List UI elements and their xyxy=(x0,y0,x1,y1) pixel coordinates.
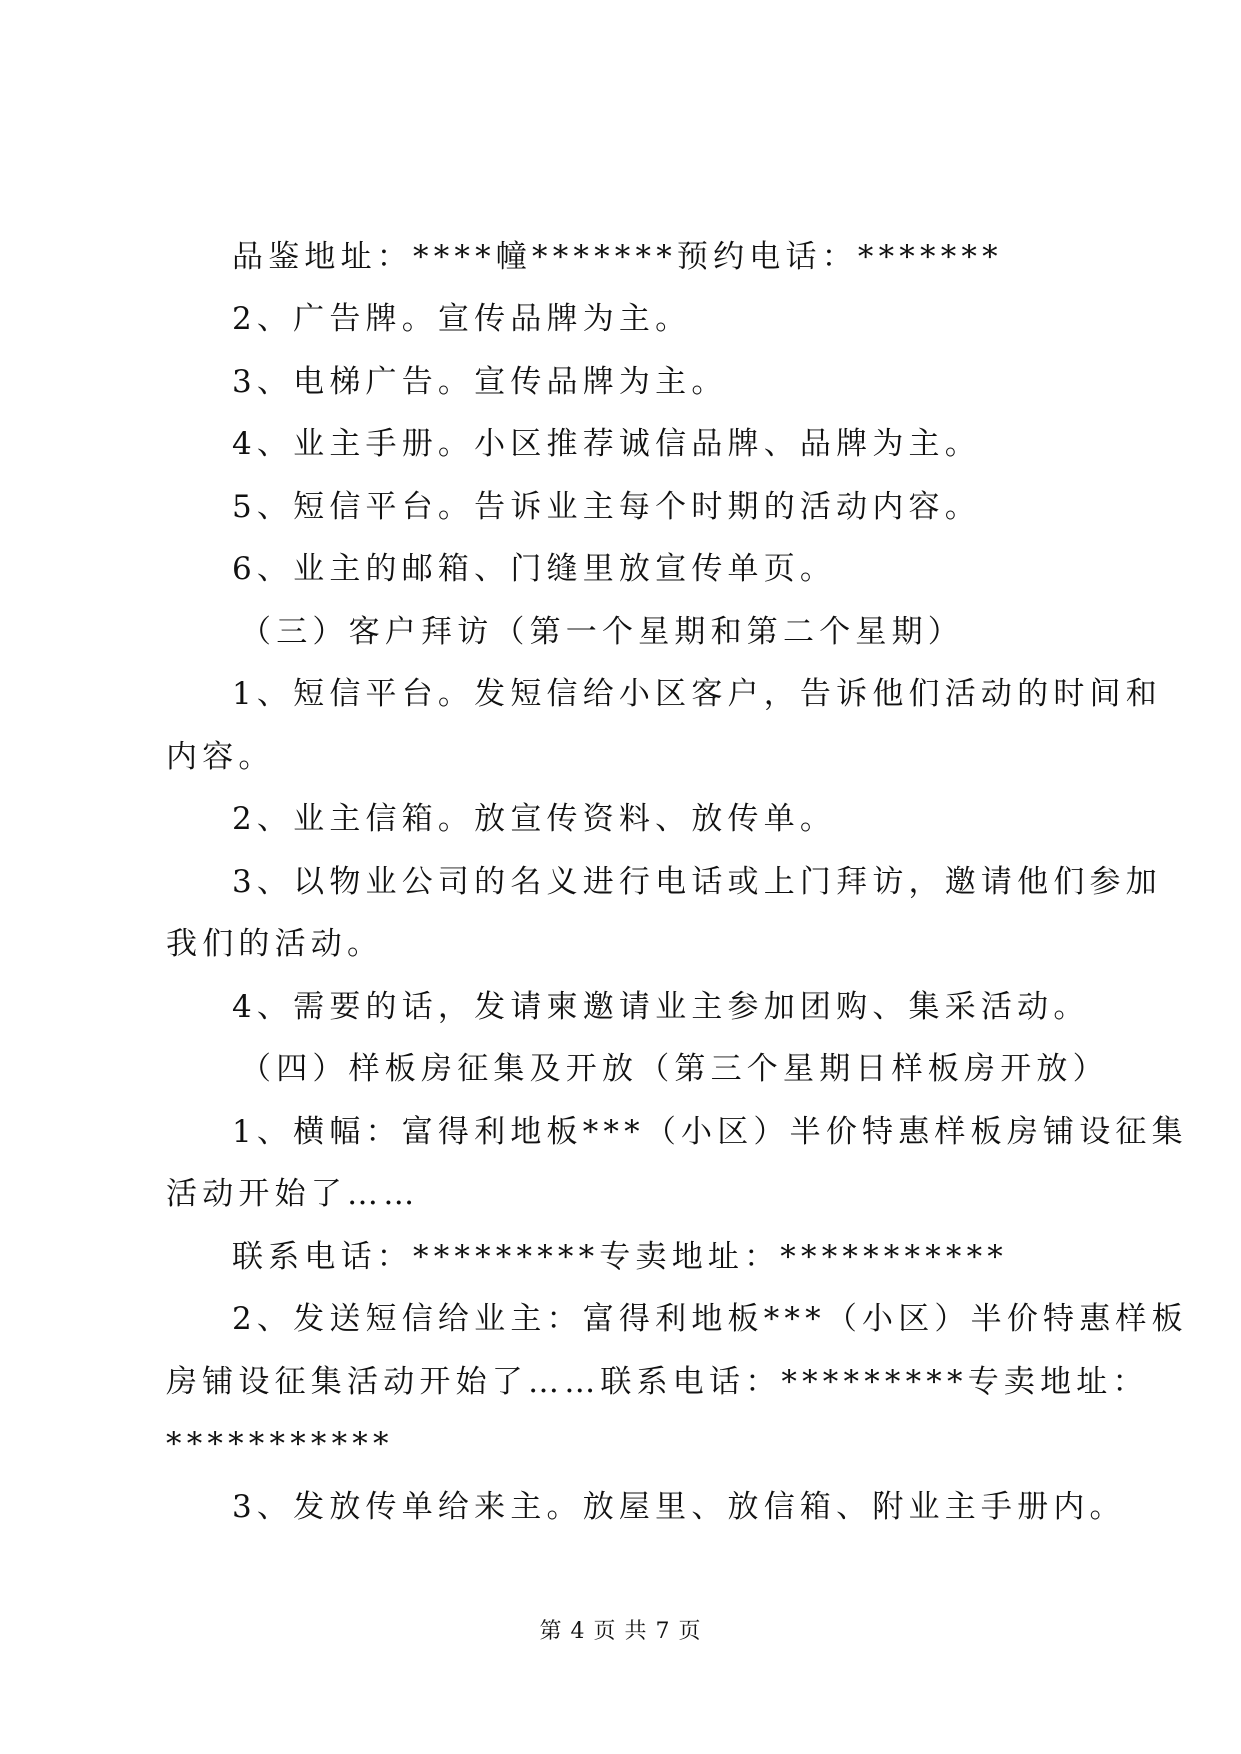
paragraph-line: 4、需要的话，发请柬邀请业主参加团购、集采活动。 xyxy=(232,989,1090,1025)
paragraph-line: 2、发送短信给业主：富得利地板***（小区）半价特惠样板 xyxy=(232,1301,1188,1337)
section-heading: （三）客户拜访（第一个星期和第二个星期） xyxy=(240,614,964,650)
paragraph-line: 房铺设征集活动开始了……联系电话：*********专卖地址： xyxy=(166,1364,1149,1400)
paragraph-line: 3、发放传单给来主。放屋里、放信箱、附业主手册内。 xyxy=(232,1489,1126,1525)
paragraph-line: 6、业主的邮箱、门缝里放宣传单页。 xyxy=(232,551,837,587)
paragraph-line: 5、短信平台。告诉业主每个时期的活动内容。 xyxy=(232,489,981,525)
paragraph-line: 品鉴地址：****幢*******预约电话：******* xyxy=(232,239,1003,275)
paragraph-line: 2、业主信箱。放宣传资料、放传单。 xyxy=(232,801,837,837)
paragraph-line: 我们的活动。 xyxy=(166,926,384,962)
section-heading: （四）样板房征集及开放（第三个星期日样板房开放） xyxy=(240,1051,1109,1087)
paragraph-line: 1、横幅：富得利地板***（小区）半价特惠样板房铺设征集 xyxy=(232,1114,1188,1150)
paragraph-line: 3、以物业公司的名义进行电话或上门拜访，邀请他们参加 xyxy=(232,864,1162,900)
paragraph-line: 活动开始了…… xyxy=(166,1176,420,1212)
paragraph-line: 4、业主手册。小区推荐诚信品牌、品牌为主。 xyxy=(232,426,981,462)
paragraph-line: *********** xyxy=(166,1426,394,1462)
page-number-footer: 第 4 页 共 7 页 xyxy=(539,1619,702,1644)
paragraph-line: 联系电话：*********专卖地址：*********** xyxy=(232,1239,1008,1275)
paragraph-line: 1、短信平台。发短信给小区客户，告诉他们活动的时间和 xyxy=(232,676,1162,712)
paragraph-line: 3、电梯广告。宣传品牌为主。 xyxy=(232,364,728,400)
paragraph-line: 2、广告牌。宣传品牌为主。 xyxy=(232,301,692,337)
paragraph-line: 内容。 xyxy=(166,739,275,775)
